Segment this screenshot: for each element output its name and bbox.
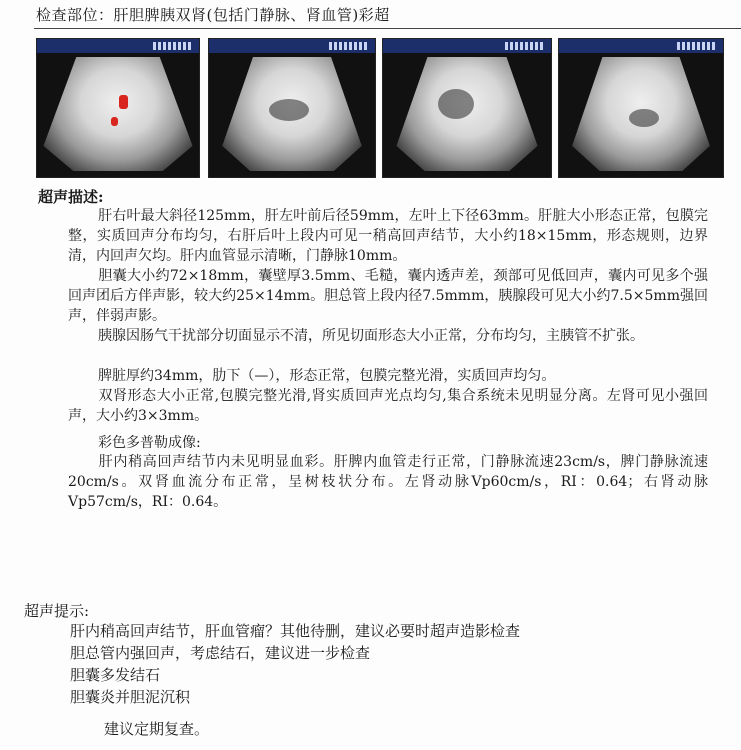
finding-pancreas: 胰腺因肠气干扰部分切面显示不清，所见切面形态大小正常，分布均匀，主胰管不扩张。 <box>98 328 644 344</box>
image-artifact <box>269 99 309 121</box>
image-artifact <box>438 89 474 119</box>
ultrasound-image-2 <box>208 38 376 178</box>
image-info-bar <box>559 39 723 53</box>
color-doppler-spot <box>119 95 128 109</box>
finding-kidneys: 双肾形态大小正常,包膜完整光滑,肾实质回声光点均匀,集合系统未见明显分离。左肾可见小强回声，大小约3×3mm。 <box>68 388 708 424</box>
image-info-bar <box>37 39 199 53</box>
ultrasound-field <box>43 57 192 171</box>
doppler-title: 彩色多普勒成像: <box>98 435 201 451</box>
follow-up-advice: 建议定期复查。 <box>104 720 210 738</box>
image-info-bar <box>383 39 551 53</box>
image-artifact <box>629 109 659 127</box>
finding-liver: 肝右叶最大斜径125mm，肝左叶前后径59mm，左叶上下径63mm。肝脏大小形态正常，包膜完整，实质回声分布均匀，右肝后叶上段内可见一稍高回声结节，大小约18×15mm，形态规则，边界清，内回声欠均。肝内血管显示清晰，门静脉10mm。 <box>68 208 708 264</box>
conclusion-item: 胆囊多发结石 <box>70 666 161 684</box>
ultrasound-image-strip <box>36 38 724 178</box>
conclusion-item: 肝内稍高回声结节，肝血管瘤？其他待删，建议必要时超声造影检查 <box>70 622 521 640</box>
exam-site-title: 检查部位：肝胆脾胰双肾(包括门静脉、肾血管)彩超 <box>36 6 390 24</box>
conclusion-title: 超声提示: <box>24 602 90 620</box>
ultrasound-image-1 <box>36 38 200 178</box>
conclusion-item: 胆总管内强回声，考虑结石，建议进一步检查 <box>70 644 371 662</box>
doppler-findings: 肝内稍高回声结节内未见明显血彩。肝脾内血管走行正常，门静脉流速23cm/s，脾门静脉流速20cm/s。双肾血流分布正常，呈树枝状分布。左肾动脉Vp60cm/s，RI：0.64；右肾动脉Vp57cm/s，RI：0.64。 <box>68 454 708 510</box>
image-info-bar <box>209 39 375 53</box>
findings-title: 超声描述: <box>38 188 104 206</box>
header-divider <box>34 28 741 29</box>
finding-spleen: 脾脏厚约34mm，肋下（—），形态正常，包膜完整光滑，实质回声均匀。 <box>98 368 556 384</box>
ultrasound-image-4 <box>558 38 724 178</box>
conclusion-item: 胆囊炎并胆泥沉积 <box>70 688 191 706</box>
color-doppler-spot <box>111 117 118 126</box>
finding-gallbladder: 胆囊大小约72×18mm，囊壁厚3.5mm、毛糙，囊内透声差，颈部可见低回声，囊内可见多个强回声团后方伴声影，较大约25×14mm。胆总管上段内径7.5mmm，胰腺段可见大小约7.5×5mm强回声，伴弱声影。 <box>68 268 708 324</box>
ultrasound-image-3 <box>382 38 552 178</box>
